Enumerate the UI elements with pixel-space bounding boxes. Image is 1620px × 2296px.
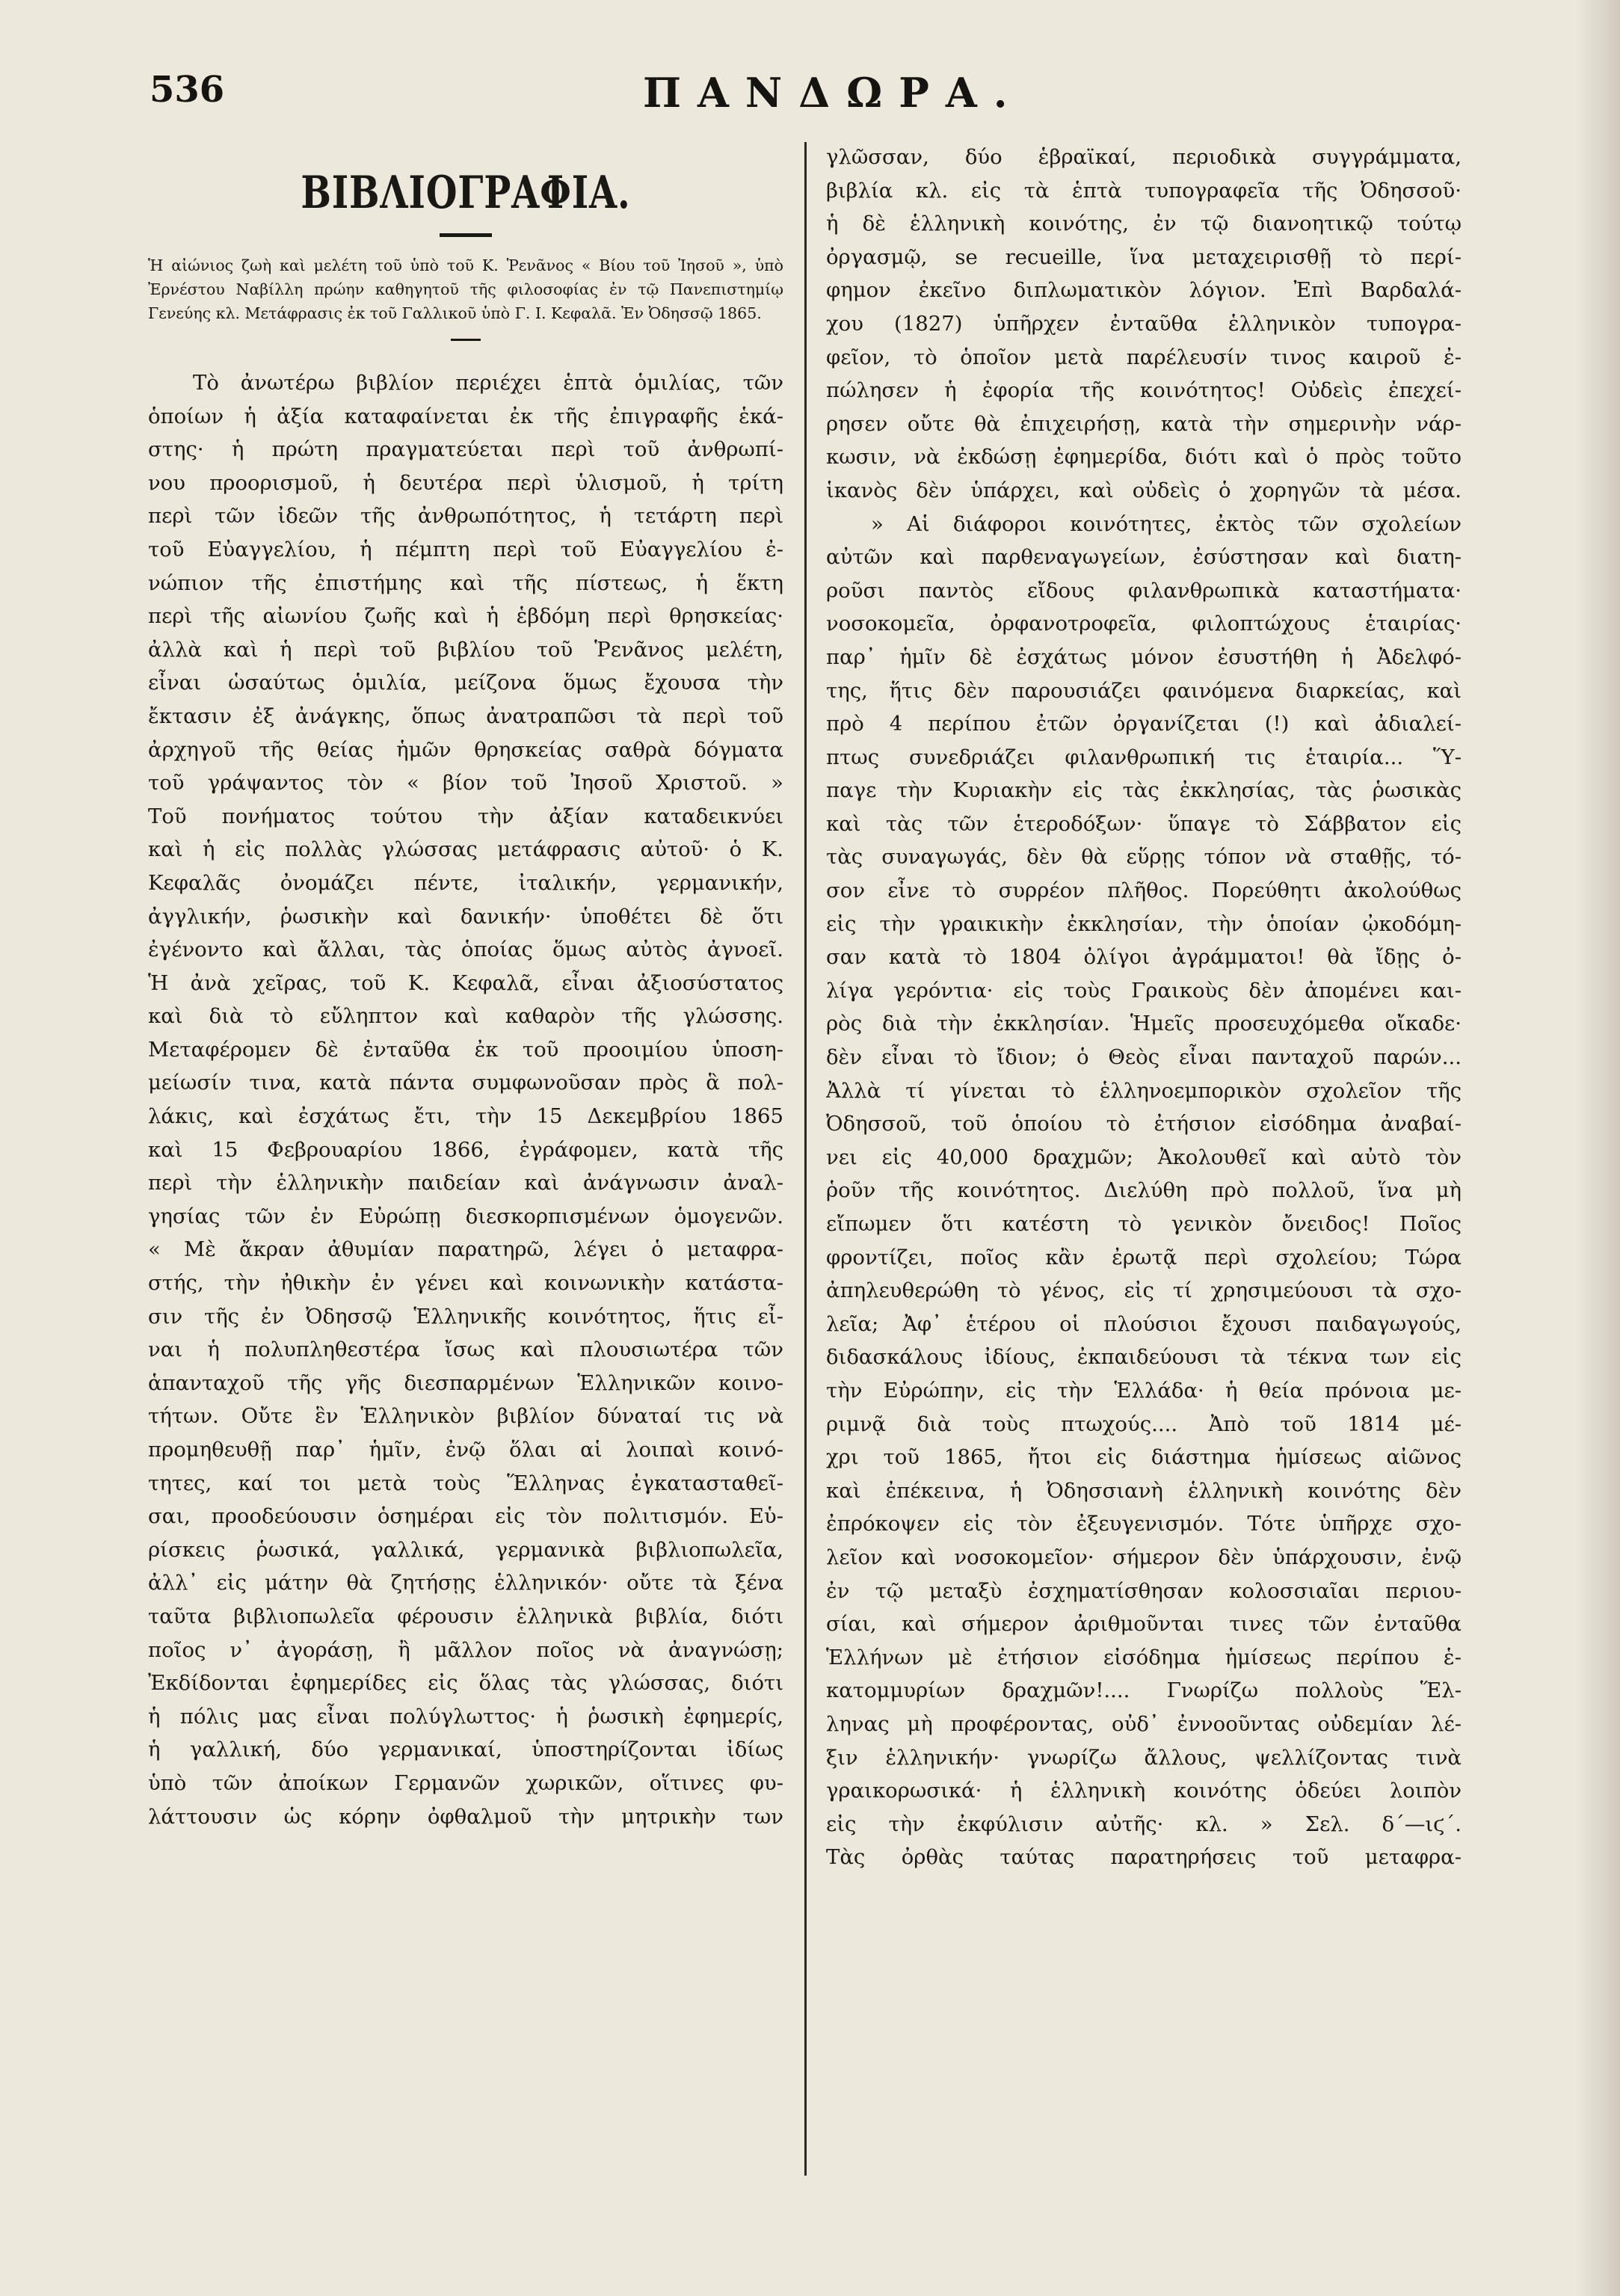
text-line: σαν κατὰ τὸ 1804 ὀλίγοι ἀγράμματοι! θὰ ἴδῃς ὀ- bbox=[826, 945, 1462, 970]
text-line: βιβλία κλ. εἰς τὰ ἑπτὰ τυπογραφεῖα τῆς Ὀδησσοῦ· bbox=[826, 178, 1462, 203]
text-line: Ἐκδίδονται ἐφημερίδες εἰς ὅλας τὰς γλώσσας, διότι bbox=[148, 1671, 783, 1696]
text-line: καὶ ἐπέκεινα, ἡ Ὀδησσιανὴ ἑλληνικὴ κοινότης δὲν bbox=[826, 1478, 1462, 1503]
journal-title: ΠΑΝΔΩΡΑ. bbox=[643, 69, 1024, 117]
text-line: ἱκανὸς δὲν ὑπάρχει, καὶ οὐδεὶς ὁ χορηγῶν τὰ μέσα. bbox=[826, 478, 1462, 502]
text-line: Ἑλλήνων μὲ ἐτήσιον εἰσόδημα ἡμίσεως περίπου ἑ- bbox=[826, 1645, 1462, 1669]
text-line: ἁπανταχοῦ τῆς γῆς διεσπαρμένων Ἑλληνικῶν κοινο- bbox=[148, 1370, 783, 1395]
text-line: τὴν Εὐρώπην, εἰς τὴν Ἑλλάδα· ἡ θεία πρόνοια με- bbox=[826, 1378, 1462, 1403]
text-line: μείωσίν τινα, κατὰ πάντα συμφωνοῦσαν πρὸς ἃ πολ- bbox=[148, 1071, 783, 1095]
text-line: χου (1827) ὑπῆρχεν ἐνταῦθα ἑλληνικὸν τυπογρα- bbox=[826, 311, 1462, 336]
text-line: γραικορωσικά· ἡ ἑλληνικὴ κοινότης ὁδεύει λοιπὸν bbox=[826, 1779, 1462, 1803]
text-line: καὶ διὰ τὸ εὔληπτον καὶ καθαρὸν τῆς γλώσσης. bbox=[148, 1004, 783, 1029]
text-line: « Μὲ ἄκραν ἀθυμίαν παρατηρῶ, λέγει ὁ μεταφρα- bbox=[148, 1237, 783, 1262]
text-line: εἶναι ὡσαύτως ὁμιλία, μείζονα ὅμως ἔχουσα τὴν bbox=[148, 671, 783, 695]
text-line: λάττουσιν ὡς κόρην ὀφθαλμοῦ τὴν μητρικὴν των bbox=[148, 1804, 783, 1829]
text-line: ξιν ἑλληνικήν· γνωρίζω ἄλλους, ψελλίζοντας τινὰ bbox=[826, 1745, 1462, 1770]
running-head bbox=[150, 69, 1458, 129]
text-line: περὶ τὴν ἑλληνικὴν παιδείαν καὶ ἀνάγνωσιν ἀναλ- bbox=[148, 1171, 783, 1195]
text-line: ἔκτασιν ἐξ ἀνάγκης, ὅπως ἀνατραπῶσι τὰ περὶ τοῦ bbox=[148, 704, 783, 728]
text-line: τητες, καί τοι μετὰ τοὺς Ἕλληνας ἐγκατασταθεῖ- bbox=[148, 1471, 783, 1495]
text-line: ἐγένοντο καὶ ἄλλαι, τὰς ὁποίας ὅμως αὐτὸς ἀγνοεῖ. bbox=[148, 938, 783, 962]
text-line: ἀγγλικήν, ῥωσικὴν καὶ δανικήν· ὑποθέτει δὲ ὅτι bbox=[148, 904, 783, 929]
text-line: ἐπρόκοψεν εἰς τὸν ἐξευγενισμόν. Τότε ὑπῆρχε σχο- bbox=[826, 1512, 1462, 1536]
text-line: νώπιον τῆς ἐπιστήμης καὶ τῆς πίστεως, ἡ ἕκτη bbox=[148, 570, 783, 595]
bibliographic-entry: Ἡ αἰώνιος ζωὴ καὶ μελέτη τοῦ ὑπὸ τοῦ Κ. Ῥενᾶνος « Βίου τοῦ Ἰησοῦ », ὑπὸ Ἐρνέστου Ναβίλλη πρώην καθηγητοῦ τῆς φιλοσοφίας ἐν τῷ Πανεπιστημίῳ Γενεύης κλ. Μετάφρασις ἐκ τοῦ Γαλλικοῦ ὑπὸ Γ. Ι. Κεφαλᾶ. Ἐν Ὀδησσῷ 1865. bbox=[148, 256, 783, 322]
text-line: φεῖον, τὸ ὁποῖον μετὰ παρέλευσίν τινος καιροῦ ἐ- bbox=[826, 345, 1462, 369]
text-line: σαι, προοδεύουσιν ὁσημέραι εἰς τὸν πολιτισμόν. Εὑ- bbox=[148, 1504, 783, 1529]
text-line: σον εἶνε τὸ συρρέον πλῆθος. Πορεύθητι ἀκολούθως bbox=[826, 878, 1462, 903]
text-line: ἡ γαλλική, δύο γερμανικαί, ὑποστηρίζονται ἰδίως bbox=[148, 1738, 783, 1762]
text-line: καὶ 15 Φεβρουαρίου 1866, ἐγράφομεν, κατὰ τῆς bbox=[148, 1137, 783, 1162]
heading-ornament bbox=[440, 233, 492, 237]
text-line: στής, τὴν ἠθικὴν ἐν γένει καὶ κοινωνικὴν κατάστα- bbox=[148, 1271, 783, 1296]
text-line: χρι τοῦ 1865, ἤτοι εἰς διάστημα ἡμίσεως αἰῶνος bbox=[826, 1445, 1462, 1470]
column-rule bbox=[804, 142, 807, 2176]
left-column-body bbox=[148, 366, 783, 1833]
text-line: Τοῦ πονήματος τούτου τὴν ἀξίαν καταδεικνύει bbox=[148, 804, 783, 828]
text-line: εἰς τὴν γραικικὴν ἐκκλησίαν, τὴν ὁποίαν ᾠκοδόμη- bbox=[826, 911, 1462, 936]
text-line: πρὸ 4 περίπου ἐτῶν ὀργανίζεται (!) καὶ ἀδιαλεί- bbox=[826, 712, 1462, 736]
text-line: τήτων. Οὔτε ἓν Ἑλληνικὸν βιβλίον δύναταί τις νὰ bbox=[148, 1404, 783, 1429]
text-line: τοῦ Εὐαγγελίου, ἡ πέμπτη περὶ τοῦ Εὐαγγελίου ἐ- bbox=[148, 537, 783, 561]
text-line: λεῖον καὶ νοσοκομεῖον· σήμερον δὲν ὑπάρχουσιν, ἐνῷ bbox=[826, 1545, 1462, 1569]
right-column bbox=[826, 141, 1462, 1874]
text-line: ναι ἡ πολυπληθεστέρα ἴσως καὶ πλουσιωτέρα τῶν bbox=[148, 1338, 783, 1362]
text-line: ὀργασμῷ, se recueille, ἵνα μεταχειρισθῇ τὸ περί- bbox=[826, 244, 1462, 269]
text-line: ληνας μὴ προφέροντας, οὐδ᾽ ἐννοοῦντας οὐδεμίαν λέ- bbox=[826, 1711, 1462, 1736]
text-line: πτως συνεδριάζει φιλανθρωπική τις ἑταιρία... Ὕ- bbox=[826, 745, 1462, 769]
text-line: φροντίζει, ποῖος κἂν ἐρωτᾷ περὶ σχολείου; Τώρα bbox=[826, 1245, 1462, 1269]
text-line: » Αἱ διάφοροι κοινότητες, ἐκτὸς τῶν σχολείων bbox=[871, 511, 1462, 536]
text-line: περὶ τῶν ἰδεῶν τῆς ἀνθρωπότητος, ἡ τετάρτη περὶ bbox=[148, 504, 783, 529]
text-line: νου προορισμοῦ, ἡ δευτέρα περὶ ὑλισμοῦ, ἡ τρίτη bbox=[148, 470, 783, 495]
text-line: φημον ἐκεῖνο διπλωματικὸν λόγιον. Ἐπὶ Βαρδαλά- bbox=[826, 278, 1462, 303]
text-line: ἀπηλευθερώθη τὸ γένος, εἰς τί χρησιμεύουσι τὰ σχο- bbox=[826, 1278, 1462, 1303]
text-line: ρησεν οὔτε θὰ ἐπιχειρήσῃ, κατὰ τὴν σημερινὴν νάρ- bbox=[826, 411, 1462, 436]
text-line: ἡ πόλις μας εἶναι πολύγλωττος· ἡ ῥωσικὴ ἐφημερίς, bbox=[148, 1704, 783, 1729]
text-line: γλῶσσαν, δύο ἑβραϊκαί, περιοδικὰ συγγράμματα, bbox=[826, 145, 1462, 169]
text-line: ἐν τῷ μεταξὺ ἐσχηματίσθησαν κολοσσιαῖαι περιου- bbox=[826, 1578, 1462, 1603]
text-line: στης· ἡ πρώτη πραγματεύεται περὶ τοῦ ἀνθρωπί- bbox=[148, 437, 783, 462]
text-line: Ἀλλὰ τί γίνεται τὸ ἑλληνοεμπορικὸν σχολεῖον τῆς bbox=[826, 1078, 1462, 1103]
text-line: λεῖα; Ἀφ᾽ ἑτέρου οἱ πλούσιοι ἔχουσι παιδαγωγούς, bbox=[826, 1311, 1462, 1336]
text-line: κατομμυρίων δραχμῶν!.... Γνωρίζω πολλοὺς Ἕλ- bbox=[826, 1678, 1462, 1703]
left-column bbox=[148, 141, 783, 1833]
text-line: ροῦσι παντὸς εἴδους φιλανθρωπικὰ καταστήματα· bbox=[826, 578, 1462, 603]
text-line: ἡ δὲ ἑλληνικὴ κοινότης, ἐν τῷ διανοητικῷ τούτῳ bbox=[826, 212, 1462, 236]
text-line: λάκις, καὶ ἐσχάτως ἔτι, τὴν 15 Δεκεμβρίου 1865 bbox=[148, 1104, 783, 1129]
text-line: ἀλλὰ καὶ ἡ περὶ τοῦ βιβλίου τοῦ Ῥενᾶνος μελέτη, bbox=[148, 637, 783, 662]
text-line: δὲν εἶναι τὸ ἴδιον; ὁ Θεὸς εἶναι πανταχοῦ παρών... bbox=[826, 1045, 1462, 1070]
text-line: γησίας τῶν ἐν Εὐρώπῃ διεσκορπισμένων ὁμογενῶν. bbox=[148, 1204, 783, 1228]
text-line: προμηθευθῇ παρ᾽ ἡμῖν, ἐνῷ ὅλαι αἱ λοιπαὶ κοινό- bbox=[148, 1438, 783, 1462]
text-line: Μεταφέρομεν δὲ ἐνταῦθα ἐκ τοῦ προοιμίου ὑποση- bbox=[148, 1037, 783, 1062]
text-line: της, ἥτις δὲν παρουσιάζει φαινόμενα διαρκείας, καὶ bbox=[826, 678, 1462, 703]
text-line: σίαι, καὶ σήμερον ἀριθμοῦνται τινες τῶν ἐνταῦθα bbox=[826, 1612, 1462, 1637]
text-line: ρὸς διὰ τὴν ἐκκλησίαν. Ἡμεῖς προσευχόμεθα οἴκαδε· bbox=[826, 1012, 1462, 1036]
text-line: περὶ τῆς αἰωνίου ζωῆς καὶ ἡ ἑβδόμη περὶ θρησκείας· bbox=[148, 604, 783, 629]
section-divider bbox=[451, 339, 481, 341]
text-line: πώλησεν ἡ ἐφορία τῆς κοινότητος! Οὐδεὶς ἐπεχεί- bbox=[826, 378, 1462, 403]
text-line: ταῦτα βιβλιοπωλεῖα φέρουσιν ἑλληνικὰ βιβλία, διότι bbox=[148, 1604, 783, 1628]
text-line: ὁποίων ἡ ἀξία καταφαίνεται ἐκ τῆς ἐπιγραφῆς ἑκά- bbox=[148, 404, 783, 428]
text-line: ἀλλ᾽ εἰς μάτην θὰ ζητήσῃς ἑλληνικόν· οὔτε τὰ ξένα bbox=[148, 1571, 783, 1595]
text-line: ῥοῦν τῆς κοινότητος. Διελύθη πρὸ πολλοῦ, ἵνα μὴ bbox=[826, 1178, 1462, 1203]
text-line: παγε τὴν Κυριακὴν εἰς τὰς ἐκκλησίας, τὰς ῥωσικὰς bbox=[826, 778, 1462, 803]
text-line: Τὸ ἀνωτέρω βιβλίον περιέχει ἑπτὰ ὁμιλίας, τῶν bbox=[193, 371, 783, 395]
text-line: εἰς τὴν ἐκφύλισιν αὐτῆς· κλ. » Σελ. δ´—ιϛ´. bbox=[826, 1812, 1462, 1836]
text-line: Ἡ ἀνὰ χεῖρας, τοῦ Κ. Κεφαλᾶ, εἶναι ἀξιοσύστατος bbox=[148, 970, 783, 995]
text-line: Κεφαλᾶς ὀνομάζει πέντε, ἰταλικήν, γερμανικήν, bbox=[148, 870, 783, 895]
text-line: σιν τῆς ἐν Ὀδησσῷ Ἑλληνικῆς κοινότητος, ἥτις εἶ- bbox=[148, 1304, 783, 1329]
text-line: Τὰς ὀρθὰς ταύτας παρατηρήσεις τοῦ μεταφρα- bbox=[826, 1845, 1462, 1870]
text-line: κωσιν, νὰ ἐκδώσῃ ἐφημερίδα, διότι καὶ ὁ πρὸς τοῦτο bbox=[826, 445, 1462, 470]
text-line: λίγα γερόντια· εἰς τοὺς Γραικοὺς δὲν ἀπομένει και- bbox=[826, 978, 1462, 1003]
right-column-body bbox=[826, 141, 1462, 1874]
text-line: ποῖος ν᾽ ἀγοράσῃ, ἢ μᾶλλον ποῖος νὰ ἀναγνώσῃ; bbox=[148, 1637, 783, 1662]
text-line: Ὀδησσοῦ, τοῦ ὁποίου τὸ ἐτήσιον εἰσόδημα ἀναβαί- bbox=[826, 1112, 1462, 1136]
text-line: νοσοκομεῖα, ὀρφανοτροφεῖα, φιλοπτώχους ἑταιρίας· bbox=[826, 612, 1462, 636]
text-line: ὑπὸ τῶν ἀποίκων Γερμανῶν χωρικῶν, οἵτινες φυ- bbox=[148, 1770, 783, 1795]
text-line: διδασκάλους ἰδίους, ἐκπαιδεύουσι τὰ τέκνα των εἰς bbox=[826, 1345, 1462, 1370]
text-line: καὶ τὰς τῶν ἑτεροδόξων· ὕπαγε τὸ Σάββατον εἰς bbox=[826, 811, 1462, 836]
text-line: εἴπωμεν ὅτι κατέστη τὸ γενικὸν ὄνειδος! Ποῖος bbox=[826, 1212, 1462, 1236]
text-line: νει εἰς 40,000 δραχμῶν; Ἀκολουθεῖ καὶ αὐτὸ τὸν bbox=[826, 1145, 1462, 1169]
page-number: 536 bbox=[150, 69, 225, 111]
text-line: παρ᾽ ἡμῖν δὲ ἐσχάτως μόνον ἐσυστήθη ἡ Ἀδελφό- bbox=[826, 644, 1462, 669]
text-line: ἀρχηγοῦ τῆς θείας ἡμῶν θρησκείας σαθρὰ δόγματα bbox=[148, 737, 783, 762]
text-line: τὰς συναγωγάς, δὲν θὰ εὕρῃς τόπον νὰ σταθῇς, τό- bbox=[826, 845, 1462, 870]
section-heading: ΒΙΒΛΙΟΓΡΑΦΙΑ. bbox=[301, 167, 631, 219]
text-line: αὐτῶν καὶ παρθεναγωγείων, ἐσύστησαν καὶ διατη- bbox=[826, 545, 1462, 570]
text-line: καὶ ἡ εἰς πολλὰς γλώσσας μετάφρασις αὐτοῦ· ὁ Κ. bbox=[148, 837, 783, 862]
text-line: τοῦ γράψαντος τὸν « βίον τοῦ Ἰησοῦ Χριστοῦ. » bbox=[148, 771, 783, 795]
text-line: ριμνᾷ διὰ τοὺς πτωχούς.... Ἀπὸ τοῦ 1814 μέ- bbox=[826, 1412, 1462, 1436]
text-line: ρίσκεις ῥωσικά, γαλλικά, γερμανικὰ βιβλιοπωλεῖα, bbox=[148, 1537, 783, 1562]
